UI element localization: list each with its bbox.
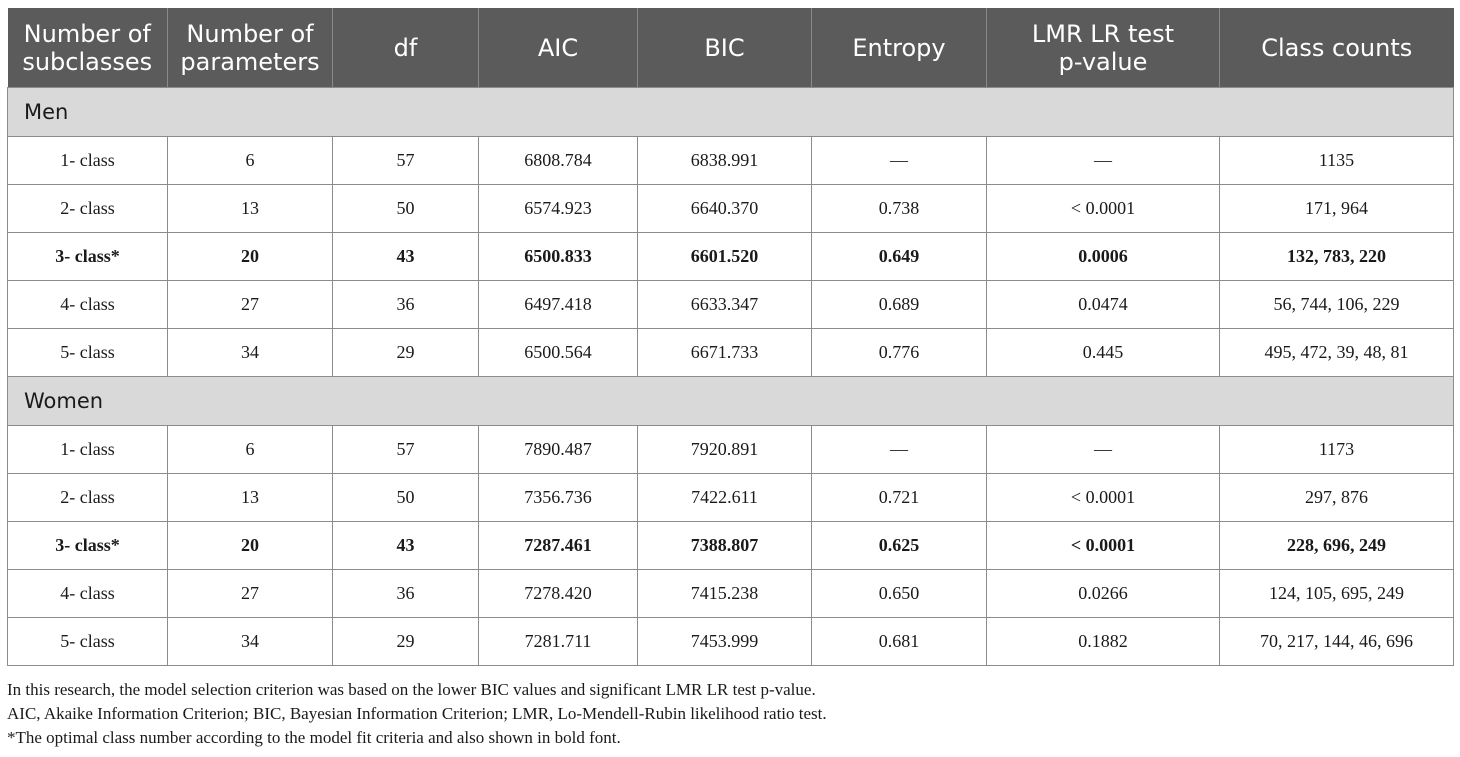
table-cell: 7920.891 <box>638 426 812 474</box>
table-cell: 6 <box>168 137 333 185</box>
table-cell: 57 <box>333 426 479 474</box>
column-header-label: Entropy <box>852 33 946 62</box>
column-header <box>479 8 638 88</box>
table-cell: 2- class <box>8 474 168 522</box>
header-row <box>8 8 1454 88</box>
footnote: In this research, the model selection criterion was based on the lower BIC values and significant LMR LR test p-value. <box>7 680 816 699</box>
table-cell: 7422.611 <box>638 474 812 522</box>
table-cell: 0.689 <box>812 281 987 329</box>
table-cell: 6838.991 <box>638 137 812 185</box>
table-row <box>8 137 1454 185</box>
column-header <box>168 8 333 88</box>
table-cell: 13 <box>168 185 333 233</box>
column-header <box>812 8 987 88</box>
table-cell: 27 <box>168 570 333 618</box>
section-label: Men <box>8 88 1454 137</box>
table-cell: 0.1882 <box>987 618 1220 666</box>
table-cell: 6671.733 <box>638 329 812 377</box>
footnote: AIC, Akaike Information Criterion; BIC, Bayesian Information Criterion; LMR, Lo-Mendell-Rubin likelihood ratio test. <box>7 704 827 723</box>
table-row <box>8 570 1454 618</box>
table-footnotes <box>7 678 1447 750</box>
column-header-label: parameters <box>180 47 320 76</box>
table-cell: 4- class <box>8 570 168 618</box>
table-cell: 7281.711 <box>479 618 638 666</box>
table-cell: 6633.347 <box>638 281 812 329</box>
table-cell: 0.650 <box>812 570 987 618</box>
table-cell: 43 <box>333 233 479 281</box>
table-cell: 6808.784 <box>479 137 638 185</box>
table-cell: 7278.420 <box>479 570 638 618</box>
table-cell: 29 <box>333 329 479 377</box>
table-cell: 0.445 <box>987 329 1220 377</box>
table-cell: 1- class <box>8 426 168 474</box>
table-container <box>7 8 1453 666</box>
column-header <box>638 8 812 88</box>
table-row <box>8 185 1454 233</box>
table-cell: 50 <box>333 474 479 522</box>
table-cell: 3- class* <box>8 522 168 570</box>
table-cell: 4- class <box>8 281 168 329</box>
column-header-label: df <box>393 33 418 62</box>
table-cell: 297, 876 <box>1220 474 1454 522</box>
table-cell: 7388.807 <box>638 522 812 570</box>
column-header <box>333 8 479 88</box>
model-fit-table <box>7 8 1454 666</box>
table-cell: — <box>812 137 987 185</box>
table-cell: 20 <box>168 522 333 570</box>
table-cell: 0.625 <box>812 522 987 570</box>
section-label: Women <box>8 377 1454 426</box>
table-cell: 43 <box>333 522 479 570</box>
table-cell: 228, 696, 249 <box>1220 522 1454 570</box>
table-cell: 56, 744, 106, 229 <box>1220 281 1454 329</box>
table-cell: 124, 105, 695, 249 <box>1220 570 1454 618</box>
table-cell: 34 <box>168 618 333 666</box>
table-row <box>8 233 1454 281</box>
table-cell: 495, 472, 39, 48, 81 <box>1220 329 1454 377</box>
table-cell: 5- class <box>8 618 168 666</box>
column-header-label: AIC <box>537 33 579 62</box>
table-cell: < 0.0001 <box>987 474 1220 522</box>
table-cell: — <box>812 426 987 474</box>
table-cell: 6574.923 <box>479 185 638 233</box>
table-cell: 57 <box>333 137 479 185</box>
table-cell: 20 <box>168 233 333 281</box>
table-cell: 0.0006 <box>987 233 1220 281</box>
footnote: *The optimal class number according to the model fit criteria and also shown in bold font. <box>7 728 621 747</box>
table-cell: 36 <box>333 281 479 329</box>
table-row <box>8 522 1454 570</box>
table-cell: 50 <box>333 185 479 233</box>
table-cell: 0.721 <box>812 474 987 522</box>
table-body <box>8 88 1454 666</box>
column-header-label: Number of <box>23 19 151 48</box>
table-cell: 1135 <box>1220 137 1454 185</box>
table-cell: 7287.461 <box>479 522 638 570</box>
table-cell: 13 <box>168 474 333 522</box>
table-cell: 7415.238 <box>638 570 812 618</box>
column-header-label: BIC <box>704 33 745 62</box>
table-cell: 0.0474 <box>987 281 1220 329</box>
table-cell: 5- class <box>8 329 168 377</box>
column-header-label: LMR LR test <box>1031 19 1175 48</box>
table-cell: 2- class <box>8 185 168 233</box>
table-cell: < 0.0001 <box>987 522 1220 570</box>
table-cell: 132, 783, 220 <box>1220 233 1454 281</box>
column-header-label: Class counts <box>1261 33 1413 62</box>
table-cell: 0.681 <box>812 618 987 666</box>
table-cell: 29 <box>333 618 479 666</box>
table-cell: 6500.833 <box>479 233 638 281</box>
table-cell: — <box>987 426 1220 474</box>
table-row <box>8 329 1454 377</box>
table-cell: 0.649 <box>812 233 987 281</box>
table-cell: 1173 <box>1220 426 1454 474</box>
table-cell: 7890.487 <box>479 426 638 474</box>
table-cell: 0.738 <box>812 185 987 233</box>
table-row <box>8 426 1454 474</box>
table-cell: 27 <box>168 281 333 329</box>
table-cell: — <box>987 137 1220 185</box>
table-cell: 6497.418 <box>479 281 638 329</box>
table-cell: 0.776 <box>812 329 987 377</box>
table-row <box>8 618 1454 666</box>
table-cell: 6601.520 <box>638 233 812 281</box>
column-header-label: Number of <box>186 19 314 48</box>
table-cell: 6500.564 <box>479 329 638 377</box>
table-cell: 70, 217, 144, 46, 696 <box>1220 618 1454 666</box>
table-cell: 6 <box>168 426 333 474</box>
table-cell: 171, 964 <box>1220 185 1454 233</box>
section-row <box>8 88 1454 137</box>
table-row <box>8 281 1454 329</box>
table-cell: 1- class <box>8 137 168 185</box>
table-row <box>8 474 1454 522</box>
section-row <box>8 377 1454 426</box>
table-cell: 0.0266 <box>987 570 1220 618</box>
table-cell: < 0.0001 <box>987 185 1220 233</box>
table-cell: 7453.999 <box>638 618 812 666</box>
table-cell: 36 <box>333 570 479 618</box>
table-cell: 34 <box>168 329 333 377</box>
column-header <box>1220 8 1454 88</box>
column-header-label: subclasses <box>22 47 153 76</box>
column-header <box>987 8 1220 88</box>
table-cell: 6640.370 <box>638 185 812 233</box>
table-cell: 7356.736 <box>479 474 638 522</box>
column-header <box>8 8 168 88</box>
column-header-label: p-value <box>1058 47 1148 76</box>
table-cell: 3- class* <box>8 233 168 281</box>
